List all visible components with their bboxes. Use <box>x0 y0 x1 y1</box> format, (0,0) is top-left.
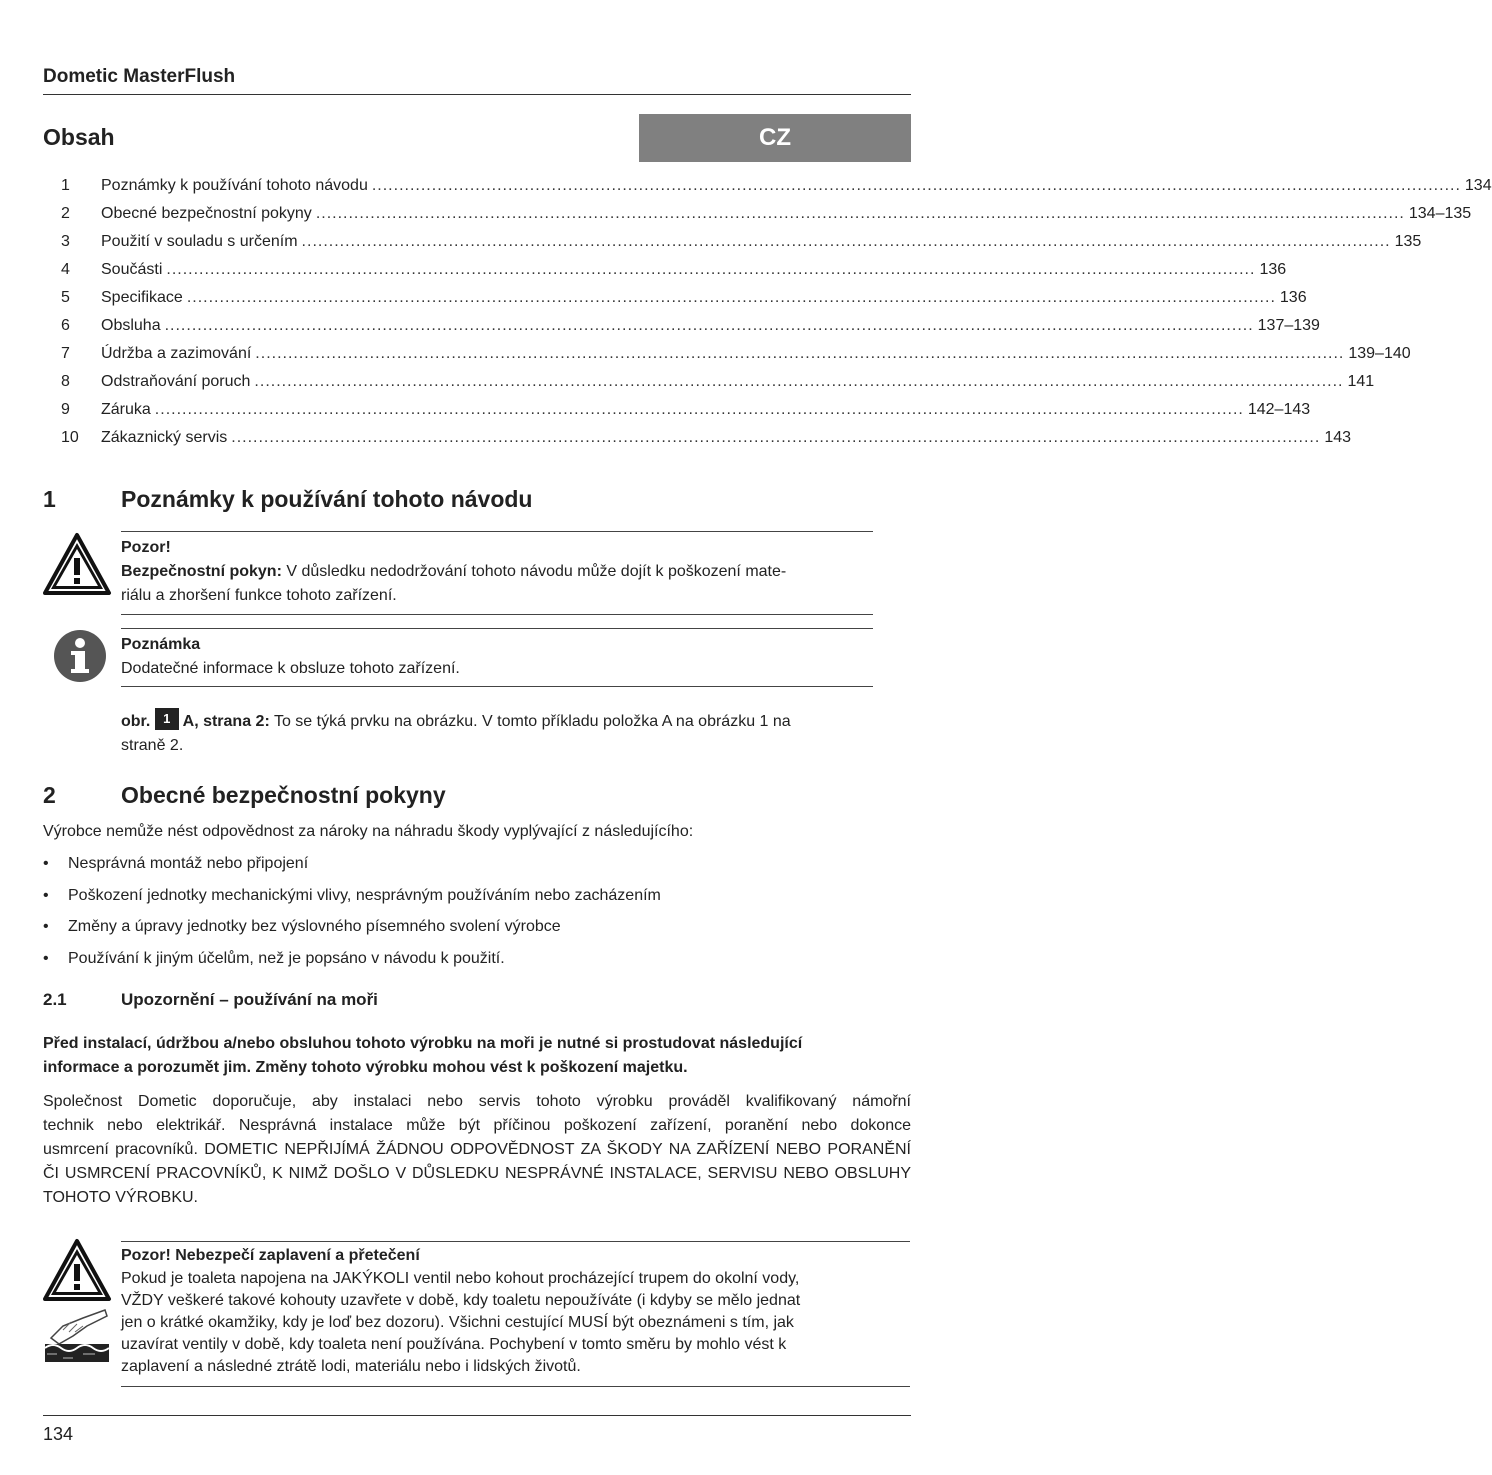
toc-row-number: 8 <box>61 373 70 390</box>
section-2-heading <box>43 782 446 809</box>
marine-notice-line1: Před instalací, údržbou a/nebo obsluhou tohoto výrobku na moři je nutné si prostudovat následující <box>43 1035 803 1052</box>
toc-row-title: Zákaznický servis <box>101 429 228 446</box>
toc-row[interactable] <box>43 228 1422 256</box>
paragraph-line: TOHOTO VÝROBKU. <box>43 1189 198 1206</box>
warning-text <box>121 560 786 584</box>
note-text: Dodatečné informace k obsluze tohoto zařízení. <box>121 660 460 677</box>
warning-triangle-icon <box>43 533 111 600</box>
figref-prefix: obr. <box>121 713 155 730</box>
flooding-hand-icon <box>43 1308 111 1369</box>
toc-row[interactable] <box>43 340 1411 368</box>
toc-row-title: Obsluha <box>101 317 161 334</box>
toc-row-page: 137–139 <box>1257 317 1320 334</box>
section-number: 2 <box>43 782 56 808</box>
divider <box>121 686 873 687</box>
paragraph-line: technik nebo elektrikář. Nesprávná instalace může být příčinou poškození zařízení, poranění nebo dokonce <box>43 1117 911 1134</box>
toc-row[interactable] <box>43 172 1492 200</box>
toc-leader-dots: ........................................................................................................................................................................................................ <box>254 373 1344 390</box>
toc-leader-dots: ........................................................................................................................................................................................................ <box>166 261 1256 278</box>
warning-line: Pokud je toaleta napojena na JAKÝKOLI ventil nebo kohout procházející trupem do okolní vody, <box>121 1270 800 1287</box>
section-number: 1 <box>43 486 56 512</box>
divider <box>121 614 873 615</box>
figure-number-badge: 1 <box>155 708 179 730</box>
figref-text: To se týká prvku na obrázku. V tomto příkladu položka A na obrázku 1 na <box>269 713 791 730</box>
toc-row-title: Odstraňování poruch <box>101 373 251 390</box>
section-1-heading <box>43 486 532 513</box>
page-number: 134 <box>43 1424 74 1444</box>
toc-row-page: 141 <box>1347 373 1375 390</box>
toc-leader-dots: ........................................................................................................................................................................................................ <box>255 345 1345 362</box>
marine-notice-line2: informace a porozumět jim. Změny tohoto výrobku mohou vést k poškození majetku. <box>43 1059 688 1076</box>
divider <box>121 1241 910 1242</box>
toc-leader-dots: ........................................................................................................................................................................................................ <box>186 289 1276 306</box>
toc-row-title: Údržba a zazimování <box>101 345 252 362</box>
toc-leader-dots: ........................................................................................................................................................................................................ <box>164 317 1254 334</box>
section-2-intro: Výrobce nemůže nést odpovědnost za nároky na náhradu škody vyplývající z následujícího: <box>43 823 694 840</box>
paragraph-line: ČI USMRCENÍ PRACOVNÍKŮ, K NIMŽ DOŠLO V DŮSLEDKU NESPRÁVNÉ INSTALACE, SERVISU NEBO OBSLUHY <box>43 1165 911 1182</box>
toc-row-page: 142–143 <box>1247 401 1311 418</box>
toc-row-page: 134–135 <box>1408 205 1472 222</box>
figref-label: A, strana 2: <box>178 713 270 730</box>
flood-warning-heading: Pozor! Nebezpečí zaplavení a přetečení <box>121 1247 420 1264</box>
bullet-dot: • <box>43 918 49 935</box>
toc-row-number: 10 <box>61 429 79 446</box>
bullet-dot: • <box>43 886 49 904</box>
footer-divider <box>43 1415 911 1416</box>
toc-row-number: 6 <box>61 317 70 334</box>
bullet-dot: • <box>43 949 49 967</box>
toc-row-page: 139–140 <box>1348 345 1411 362</box>
toc-row-page: 143 <box>1324 429 1352 446</box>
toc-leader-dots: ........................................................................................................................................................................................................ <box>154 401 1244 418</box>
toc-row-page: 136 <box>1279 289 1307 306</box>
toc-row[interactable] <box>43 368 1375 396</box>
divider <box>121 531 873 532</box>
toc-row-title: Záruka <box>101 401 151 418</box>
header-divider <box>43 94 911 95</box>
section-title: Poznámky k používání tohoto návodu <box>121 486 533 512</box>
info-icon <box>53 629 107 688</box>
list-item-text: Nesprávná montáž nebo připojení <box>68 855 309 872</box>
flood-warning-text <box>121 1268 901 1378</box>
warning-triangle-icon <box>43 1239 111 1306</box>
toc-row-number: 2 <box>61 205 70 222</box>
subsection-2-1-heading <box>43 990 378 1010</box>
language-tab: CZ <box>639 114 911 162</box>
marine-paragraph <box>43 1090 911 1210</box>
subsection-number: 2.1 <box>43 990 67 1009</box>
toc-row[interactable] <box>43 200 1472 228</box>
warning-text-line2: riálu a zhoršení funkce tohoto zařízení. <box>121 587 397 604</box>
toc-leader-dots: ........................................................................................................................................................................................................ <box>315 205 1405 222</box>
section-title: Obecné bezpečnostní pokyny <box>121 782 446 808</box>
toc-row[interactable] <box>43 396 1311 424</box>
toc-leader-dots: ........................................................................................................................................................................................................ <box>301 233 1391 250</box>
toc-row[interactable] <box>43 284 1307 312</box>
warning-line: VŽDY veškeré takové kohouty uzavřete v době, kdy toaletu nepoužíváte (i kdyby se mělo jednat <box>121 1292 801 1309</box>
warning-label: Bezpečnostní pokyn: <box>121 563 282 580</box>
toc-row-title: Součásti <box>101 261 163 278</box>
table-of-contents <box>43 172 1492 452</box>
toc-leader-dots: ........................................................................................................................................................................................................ <box>231 429 1321 446</box>
subsection-title: Upozornění – používání na moři <box>121 990 378 1009</box>
toc-row-page: 135 <box>1394 233 1422 250</box>
toc-row[interactable] <box>43 424 1352 452</box>
toc-row-page: 134 <box>1464 177 1492 194</box>
list-item-text: Používání k jiným účelům, než je popsáno v návodu k použití. <box>68 949 505 967</box>
toc-row-title: Použití v souladu s určením <box>101 233 298 250</box>
toc-row[interactable] <box>43 312 1320 340</box>
toc-leader-dots: ........................................................................................................................................................................................................ <box>371 177 1461 194</box>
warning-text-line1: V důsledku nedodržování tohoto návodu může dojít k poškození mate- <box>281 563 787 580</box>
toc-row-title: Poznámky k používání tohoto návodu <box>101 177 368 194</box>
divider <box>121 1386 910 1387</box>
paragraph-line: usmrcení pracovníků. DOMETIC NEPŘIJÍMÁ ŽÁDNOU ODPOVĚDNOST ZA ŠKODY NA ZAŘÍZENÍ NEBO PORANĚNÍ <box>43 1141 911 1158</box>
document-header-title: Dometic MasterFlush <box>43 66 236 87</box>
paragraph-line: Společnost Dometic doporučuje, aby instalaci nebo servis tohoto výrobku prováděl kvalifikovaný námořní <box>43 1093 911 1110</box>
bullet-dot: • <box>43 855 49 872</box>
toc-row[interactable] <box>43 256 1287 284</box>
warning-line: uzavírat ventily v době, kdy toaleta není používána. Pochybení v tomto směru by mohlo vést k <box>121 1336 787 1353</box>
list-item-text: Změny a úpravy jednotky bez výslovného písemného svolení výrobce <box>68 918 561 935</box>
toc-row-number: 3 <box>61 233 70 250</box>
toc-title: Obsah <box>43 124 115 150</box>
warning-line: zaplavení a následné ztrátě lodi, materiálu nebo i lidských životů. <box>121 1358 581 1375</box>
toc-row-number: 4 <box>61 261 70 278</box>
toc-row-number: 1 <box>61 177 70 194</box>
toc-row-title: Obecné bezpečnostní pokyny <box>101 205 312 222</box>
toc-row-number: 7 <box>61 345 70 362</box>
warning-heading: Pozor! <box>121 539 171 556</box>
toc-row-title: Specifikace <box>101 289 183 306</box>
figref-text-line2: straně 2. <box>121 737 184 754</box>
toc-row-number: 5 <box>61 289 70 306</box>
warning-line: jen o krátké okamžiky, kdy je loď bez dozoru). Všichni cestující MUSÍ být obeznámeni s tím, jak <box>121 1314 794 1331</box>
divider <box>121 628 873 629</box>
figure-reference <box>121 708 791 734</box>
list-item-text: Poškození jednotky mechanickými vlivy, nesprávným používáním nebo zacházením <box>68 886 661 904</box>
note-heading: Poznámka <box>121 636 201 653</box>
toc-row-number: 9 <box>61 401 70 418</box>
toc-row-page: 136 <box>1259 261 1287 278</box>
